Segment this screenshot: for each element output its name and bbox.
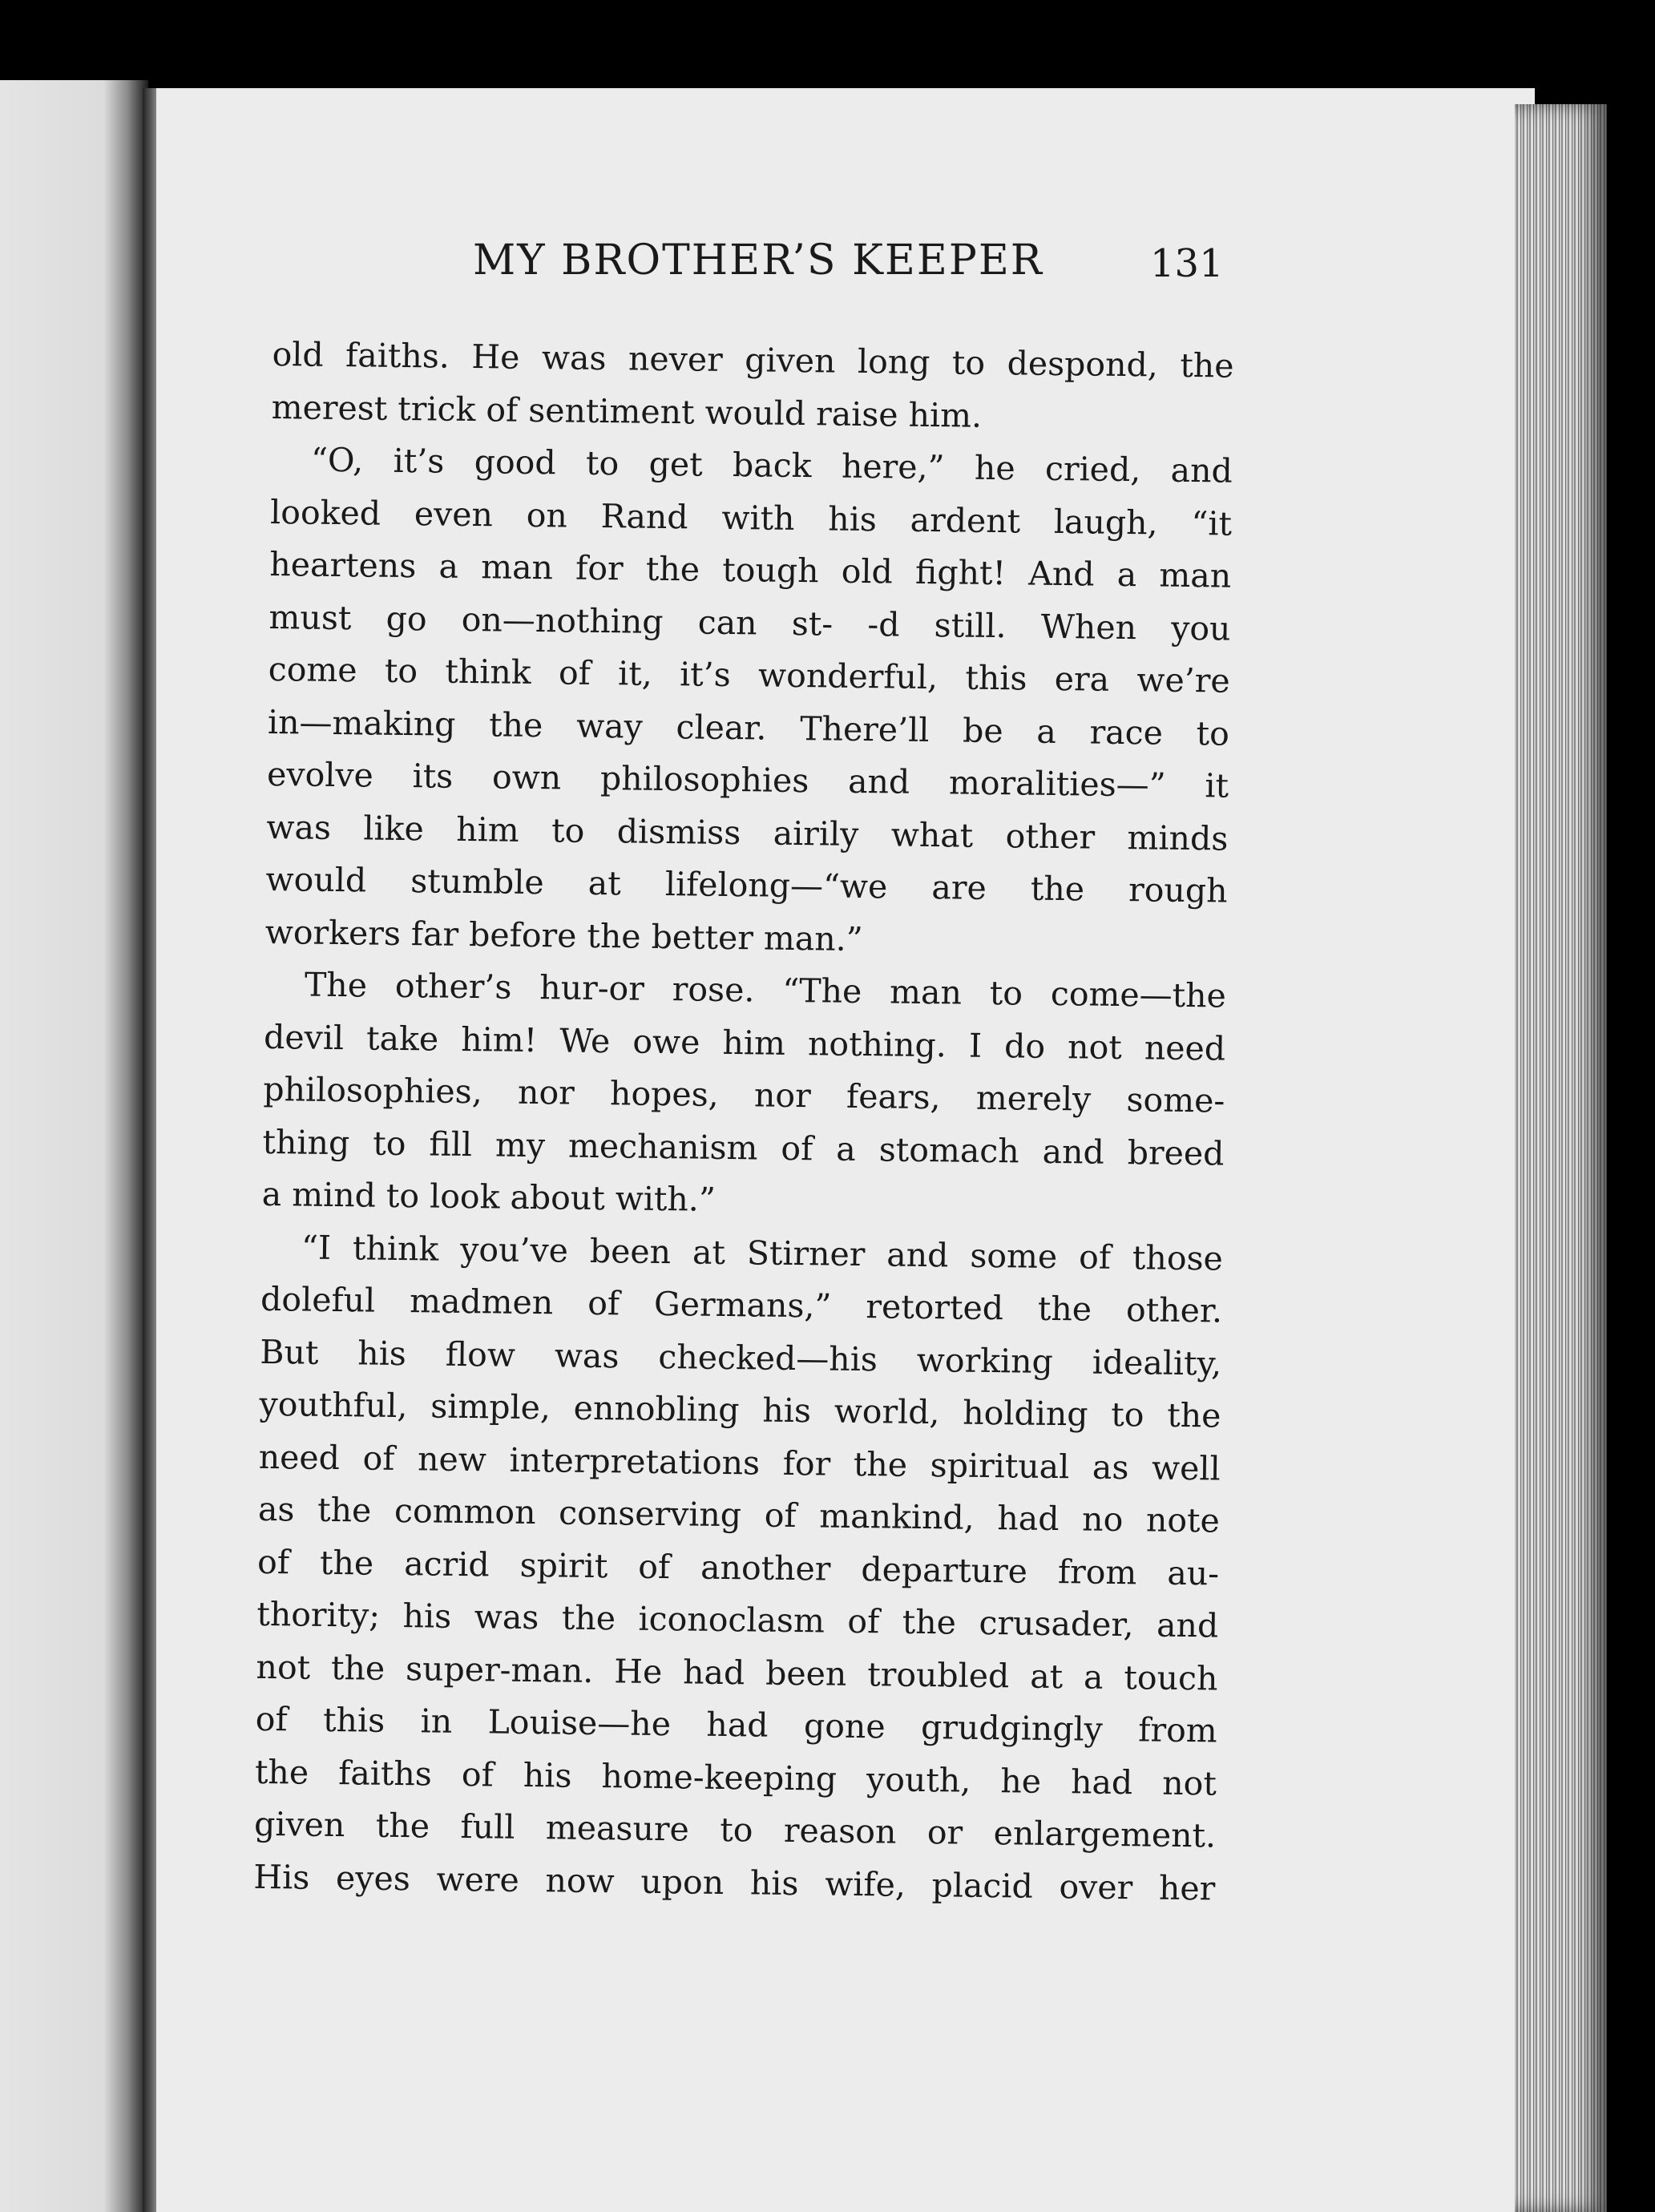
word: of — [587, 1283, 620, 1323]
text-line: a mind to look about with.” — [261, 1174, 716, 1219]
word: working — [916, 1340, 1054, 1381]
word: au- — [1167, 1553, 1220, 1593]
word: had — [682, 1652, 745, 1692]
word: what — [890, 814, 974, 855]
word: him! — [461, 1019, 538, 1060]
word: to — [551, 810, 585, 850]
word: some- — [1126, 1080, 1225, 1120]
word: come — [268, 649, 357, 690]
word: to — [384, 651, 418, 691]
word: touch — [1124, 1657, 1218, 1698]
word: the — [317, 1490, 372, 1530]
word: man — [889, 972, 963, 1012]
word: the — [254, 1752, 309, 1792]
word: was — [554, 1335, 620, 1375]
word: old — [272, 334, 324, 374]
word: nor — [517, 1072, 575, 1112]
word: enlargement. — [993, 1814, 1217, 1855]
word: on — [526, 495, 568, 535]
word: hopes, — [609, 1074, 720, 1114]
word: other — [1005, 816, 1096, 857]
word: of — [1078, 1237, 1112, 1277]
word: get — [648, 444, 703, 484]
word: iconoclasm — [638, 1599, 825, 1641]
word: it’s — [393, 441, 445, 481]
word: and — [1170, 450, 1233, 490]
page-stack-edges — [1515, 104, 1607, 2212]
word: had — [1070, 1762, 1133, 1802]
word: “I — [301, 1228, 332, 1267]
word: I — [968, 1026, 983, 1065]
word: checked—his — [658, 1337, 878, 1378]
word: youthful, — [259, 1384, 408, 1426]
word: he — [1000, 1761, 1042, 1801]
word: His — [253, 1857, 310, 1897]
word: his — [402, 1596, 452, 1636]
word: you — [1170, 608, 1231, 648]
word: home-keeping — [601, 1756, 838, 1798]
word: faiths. — [345, 336, 450, 376]
word: note — [1145, 1500, 1221, 1540]
word: We — [559, 1020, 611, 1060]
word: it, — [617, 654, 653, 693]
word: or — [926, 1813, 963, 1852]
word: go — [385, 599, 427, 638]
word: and — [1042, 1132, 1105, 1172]
word: he — [974, 448, 1015, 488]
word: some — [970, 1236, 1058, 1276]
word: ennobling — [573, 1388, 740, 1430]
word: breed — [1127, 1132, 1225, 1173]
word: his — [749, 1863, 799, 1903]
word: “it — [1191, 503, 1233, 543]
word: been — [589, 1231, 672, 1271]
word: rough — [1128, 870, 1228, 910]
word: at — [692, 1232, 726, 1272]
word: my — [494, 1124, 546, 1165]
word: of — [781, 1128, 813, 1168]
word: st- — [791, 603, 834, 644]
word: do — [1003, 1026, 1046, 1066]
word: not — [1067, 1027, 1123, 1067]
word: was — [266, 807, 332, 847]
word: fight! — [914, 552, 1007, 593]
word: for — [575, 548, 624, 588]
word: faiths — [337, 1753, 433, 1794]
word: laugh, — [1053, 502, 1158, 543]
word: spiritual — [930, 1445, 1070, 1486]
word: be — [962, 711, 1003, 750]
word: been — [765, 1653, 847, 1693]
word: his — [828, 499, 878, 539]
word: to — [585, 443, 620, 483]
word: doleful — [260, 1279, 376, 1320]
word: common — [394, 1491, 536, 1532]
facing-page-edge — [0, 80, 148, 2212]
word: as — [257, 1489, 295, 1529]
word: in — [420, 1701, 453, 1741]
word: way — [575, 706, 644, 746]
word: youth, — [866, 1759, 971, 1800]
word: wife, — [824, 1864, 906, 1904]
word: are — [931, 868, 987, 907]
word: wonderful, — [757, 656, 939, 697]
word: her — [1158, 1868, 1216, 1908]
word: it’s — [679, 655, 732, 695]
word: to — [1111, 1395, 1144, 1435]
word: “O, — [310, 440, 364, 480]
word: the — [902, 1602, 957, 1642]
word: -d — [867, 604, 900, 644]
word: need — [1144, 1027, 1226, 1068]
word: full — [460, 1807, 515, 1847]
word: fill — [429, 1124, 473, 1164]
word: rose. — [672, 970, 755, 1010]
word: But — [260, 1332, 319, 1372]
word: this — [965, 658, 1027, 698]
running-head: MY BROTHER’S KEEPER — [473, 236, 1043, 285]
word: man — [1159, 555, 1232, 595]
word: need — [258, 1437, 341, 1477]
word: on—nothing — [461, 599, 664, 641]
word: a — [1083, 1657, 1104, 1697]
word: other. — [1125, 1290, 1223, 1330]
word: other’s — [394, 966, 512, 1007]
word: him — [722, 1023, 786, 1063]
word: from — [1057, 1552, 1137, 1592]
word: eyes — [335, 1858, 411, 1898]
word: his — [357, 1333, 407, 1373]
word: Stirner — [746, 1233, 866, 1274]
body-text — [253, 329, 1234, 1915]
word: own — [491, 757, 562, 797]
word: can — [697, 603, 757, 642]
word: must — [268, 597, 352, 637]
word: departure — [861, 1549, 1028, 1591]
word: stumble — [410, 862, 544, 902]
word: not — [1162, 1763, 1217, 1803]
word: ideality, — [1092, 1342, 1222, 1383]
word: dismiss — [616, 811, 741, 852]
word: hur-or — [539, 968, 645, 1008]
word: simple, — [430, 1387, 551, 1427]
word: Rand — [600, 496, 688, 536]
word: of — [637, 1547, 671, 1586]
word: old — [841, 551, 894, 591]
word: him — [456, 809, 519, 850]
word: the — [375, 1806, 430, 1846]
page-header — [272, 236, 1266, 301]
word: madmen — [409, 1282, 554, 1322]
word: super-man. — [405, 1649, 594, 1690]
word: fears, — [846, 1076, 941, 1117]
word: looked — [269, 492, 381, 533]
word: tough — [722, 550, 819, 591]
word: lifelong—“we — [664, 865, 888, 906]
word: measure — [545, 1808, 690, 1849]
word: the — [488, 704, 543, 745]
word: cried, — [1044, 449, 1141, 490]
word: would — [265, 859, 367, 900]
word: new — [417, 1439, 487, 1479]
word: the — [645, 549, 700, 589]
word: to — [1196, 713, 1230, 753]
word: conserving — [558, 1493, 742, 1535]
word: of — [255, 1699, 288, 1739]
word: think — [445, 652, 531, 692]
word: man — [480, 547, 554, 587]
word: philosophies — [599, 759, 809, 801]
word: placid — [931, 1865, 1034, 1906]
word: to — [372, 1124, 406, 1163]
word: When — [1040, 607, 1137, 647]
word: upon — [640, 1862, 725, 1902]
word: with — [721, 498, 795, 538]
word: moralities—” — [948, 763, 1166, 805]
text-line: workers far before the better man.” — [264, 912, 863, 959]
word: back — [732, 446, 812, 486]
word: merely — [975, 1078, 1092, 1119]
word: grudgingly — [920, 1708, 1104, 1749]
word: troubled — [867, 1654, 1010, 1695]
word: owe — [632, 1022, 700, 1062]
word: gone — [803, 1706, 886, 1746]
word: ardent — [910, 500, 1021, 540]
word: had — [706, 1705, 769, 1745]
word: despond, — [1007, 344, 1159, 385]
word: at — [1029, 1657, 1064, 1696]
word: of — [558, 653, 591, 692]
word: given — [744, 341, 836, 381]
word: come—the — [1050, 974, 1227, 1015]
word: another — [700, 1548, 831, 1588]
word: and — [847, 761, 910, 801]
word: And — [1027, 554, 1095, 594]
word: The — [304, 965, 368, 1005]
word: for — [782, 1443, 831, 1483]
word: clear. — [676, 707, 767, 748]
word: long — [857, 341, 930, 382]
word: of — [461, 1754, 494, 1794]
word: the — [1180, 345, 1234, 385]
word: and — [1156, 1605, 1219, 1645]
word: the — [330, 1648, 385, 1688]
word: were — [436, 1859, 520, 1899]
word: think — [352, 1228, 439, 1269]
word: mechanism — [567, 1126, 758, 1167]
word: and — [886, 1234, 949, 1274]
word: had — [997, 1499, 1060, 1539]
word: Germans,” — [653, 1284, 832, 1326]
word: of — [847, 1601, 880, 1641]
word: philosophies, — [263, 1069, 483, 1112]
word: devil — [263, 1017, 345, 1057]
word: holding — [963, 1393, 1088, 1434]
word: even — [414, 494, 494, 534]
word: “The — [782, 971, 862, 1011]
word: like — [363, 808, 425, 848]
word: the — [853, 1444, 908, 1484]
word: stomach — [878, 1129, 1019, 1170]
word: to — [989, 973, 1023, 1013]
word: it — [1205, 766, 1229, 805]
word: airily — [773, 813, 859, 854]
word: here,” — [841, 446, 945, 487]
word: given — [253, 1804, 345, 1845]
word: a — [836, 1129, 857, 1169]
word: There’ll — [799, 708, 930, 749]
word: crusader, — [979, 1603, 1134, 1645]
word: flow — [445, 1334, 516, 1374]
word: retorted — [866, 1287, 1004, 1328]
word: reason — [783, 1810, 897, 1851]
word: the — [1030, 869, 1085, 909]
word: minds — [1127, 817, 1229, 858]
word: its — [412, 757, 454, 796]
word: thing — [262, 1122, 350, 1162]
word: was — [474, 1597, 539, 1637]
word: thority; — [256, 1594, 381, 1635]
word: at — [587, 863, 622, 903]
text-line: merest trick of sentiment would raise him. — [271, 387, 983, 435]
word: mankind, — [819, 1496, 975, 1537]
word: you’ve — [459, 1229, 569, 1270]
word: evolve — [266, 754, 374, 795]
word: this — [322, 1700, 385, 1740]
word: nor — [753, 1076, 812, 1116]
word: not — [256, 1647, 311, 1687]
word: the — [1037, 1289, 1092, 1329]
word: to — [951, 343, 986, 382]
word: now — [545, 1860, 615, 1900]
word: no — [1081, 1500, 1124, 1540]
word: of — [256, 1542, 290, 1581]
word: never — [628, 339, 724, 379]
word: He — [613, 1651, 663, 1691]
word: his — [762, 1391, 812, 1431]
word: of — [362, 1438, 395, 1478]
word: in—making — [267, 702, 456, 744]
word: a — [438, 547, 459, 586]
word: race — [1089, 712, 1164, 753]
word: a — [1036, 712, 1057, 751]
word: from — [1138, 1710, 1217, 1750]
word: acrid — [403, 1544, 490, 1584]
word: nothing. — [807, 1023, 947, 1064]
word: over — [1059, 1867, 1133, 1907]
word: a — [1116, 555, 1137, 595]
word: well — [1151, 1448, 1221, 1488]
page-number: 131 — [1150, 241, 1224, 286]
word: as — [1092, 1447, 1129, 1487]
word: the — [1166, 1395, 1221, 1435]
word: spirit — [519, 1545, 608, 1585]
word: the — [319, 1543, 374, 1583]
word: we’re — [1136, 660, 1230, 700]
word: He — [471, 337, 520, 377]
word: era — [1054, 659, 1110, 699]
word: those — [1132, 1237, 1224, 1278]
word: world, — [834, 1391, 940, 1432]
word: good — [474, 442, 556, 482]
word: the — [561, 1598, 616, 1638]
word: his — [523, 1755, 572, 1795]
word: still. — [934, 605, 1007, 645]
word: interpretations — [509, 1440, 761, 1483]
word: was — [541, 338, 607, 378]
word: heartens — [269, 544, 417, 586]
word: take — [365, 1018, 439, 1059]
word: Louise—he — [487, 1702, 672, 1744]
word: of — [764, 1496, 797, 1536]
word: to — [720, 1810, 753, 1850]
